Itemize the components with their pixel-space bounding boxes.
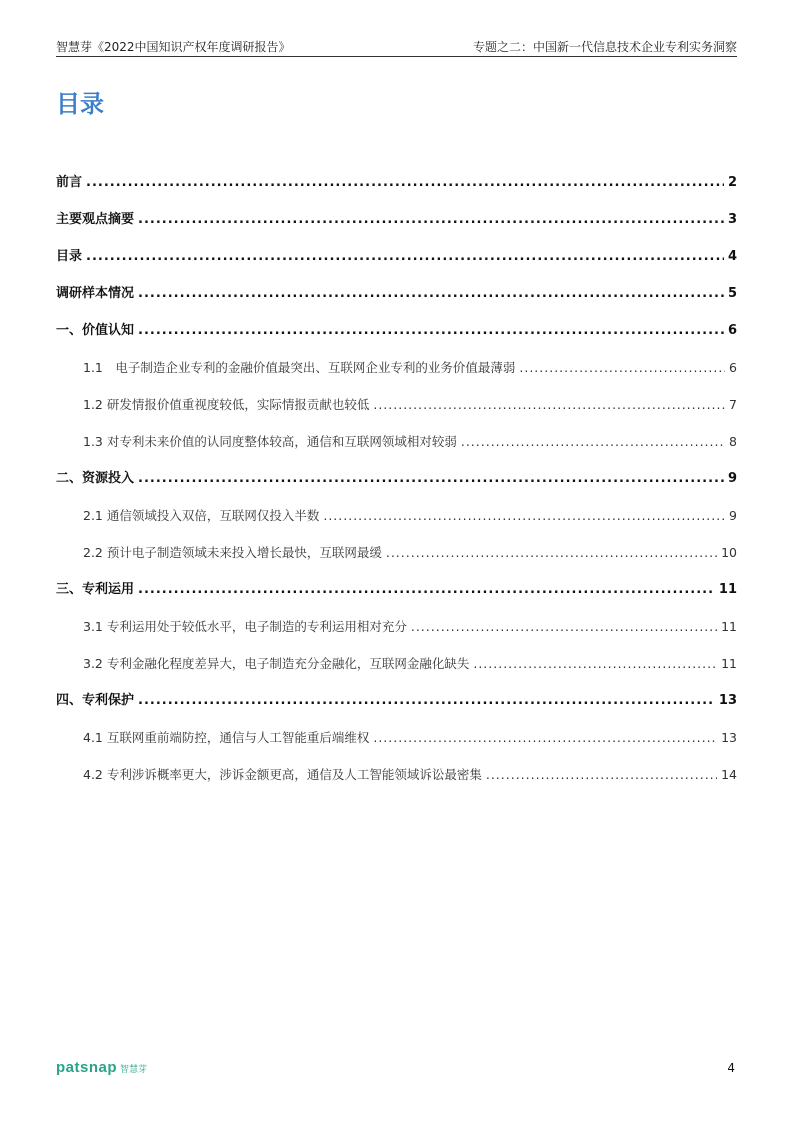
toc-dot-leader — [473, 651, 717, 677]
toc-entry-subsection[interactable] — [56, 651, 737, 688]
toc-entry-title: 二、资源投入 — [56, 471, 135, 486]
toc-entry-page: 4 — [727, 249, 737, 264]
toc-dot-leader — [138, 688, 715, 714]
toc-entry-page: 5 — [727, 286, 737, 301]
toc-entry-subsection[interactable] — [56, 540, 737, 577]
toc-entry-title: 1.2 研发情报价值重视度较低，实际情报贡献也较低 — [83, 397, 370, 412]
toc-entry-page: 9 — [727, 471, 737, 486]
header-topic-title: 专题之二：中国新一代信息技术企业专利实务洞察 — [472, 40, 737, 54]
toc-entry-title: 三、专利运用 — [56, 582, 135, 597]
logo-brand-cn: 智慧芽 — [120, 1064, 148, 1074]
toc-dot-leader — [373, 392, 725, 418]
toc-entry-section[interactable] — [56, 466, 737, 503]
toc-entry-subsection[interactable] — [56, 614, 737, 651]
toc-entry-subsection[interactable] — [56, 392, 737, 429]
toc-dot-leader — [411, 614, 717, 640]
toc-entry-page: 7 — [729, 397, 737, 412]
toc-dot-leader — [86, 170, 724, 196]
toc-dot-leader — [486, 762, 717, 788]
toc-dot-leader — [373, 725, 717, 751]
toc-entry-title: 一、价值认知 — [56, 323, 135, 338]
toc-dot-leader — [138, 466, 724, 492]
toc-entry-page: 9 — [729, 508, 737, 523]
toc-entry-page: 11 — [721, 656, 737, 671]
toc-entry-subsection[interactable] — [56, 429, 737, 466]
toc-dot-leader — [519, 355, 725, 381]
toc-entry-subsection[interactable] — [56, 503, 737, 540]
toc-entry-section[interactable] — [56, 170, 737, 207]
toc-dot-leader — [138, 207, 724, 233]
toc-dot-leader — [323, 503, 725, 529]
toc-entry-title: 4.1 互联网重前端防控，通信与人工智能重后端维权 — [83, 730, 370, 745]
toc-entry-section[interactable] — [56, 318, 737, 355]
toc-entry-page: 2 — [727, 175, 737, 190]
toc-dot-leader — [386, 540, 717, 566]
toc-entry-subsection[interactable] — [56, 725, 737, 762]
toc-entry-page: 6 — [729, 360, 737, 375]
toc-entry-title: 3.1 专利运用处于较低水平，电子制造的专利运用相对充分 — [83, 619, 407, 634]
toc-entry-section[interactable] — [56, 281, 737, 318]
toc-entry-subsection[interactable] — [56, 762, 737, 799]
toc-entry-title: 四、专利保护 — [56, 693, 135, 708]
toc-entry-section[interactable] — [56, 207, 737, 244]
toc-dot-leader — [138, 281, 724, 307]
toc-entry-title: 2.2 预计电子制造领域未来投入增长最快，互联网最缓 — [83, 545, 382, 560]
toc-entry-page: 13 — [718, 693, 737, 708]
running-header — [56, 38, 737, 57]
toc-entry-page: 8 — [729, 434, 737, 449]
header-report-title: 智慧芽《2022中国知识产权年度调研报告》 — [56, 40, 291, 54]
toc-dot-leader — [461, 429, 725, 455]
toc-entry-section[interactable] — [56, 577, 737, 614]
toc-entry-subsection[interactable] — [56, 355, 737, 392]
toc-entry-page: 14 — [721, 767, 737, 782]
toc-entry-title: 主要观点摘要 — [56, 212, 135, 227]
toc-entry-page: 10 — [721, 545, 737, 560]
toc-entry-section[interactable] — [56, 688, 737, 725]
toc-entry-page: 6 — [727, 323, 737, 338]
toc-entry-title: 2.1 通信领域投入双倍，互联网仅投入半数 — [83, 508, 320, 523]
toc-entry-title: 1.3 对专利未来价值的认同度整体较高，通信和互联网领域相对较弱 — [83, 434, 457, 449]
table-of-contents — [56, 170, 737, 799]
toc-entry-title: 目录 — [56, 249, 83, 264]
page-number: 4 — [727, 1061, 735, 1075]
toc-entry-section[interactable] — [56, 244, 737, 281]
toc-entry-page: 13 — [721, 730, 737, 745]
toc-entry-title: 3.2 专利金融化程度差异大，电子制造充分金融化，互联网金融化缺失 — [83, 656, 470, 671]
toc-entry-page: 11 — [721, 619, 737, 634]
toc-entry-title: 1.1 电子制造企业专利的金融价值最突出、互联网企业专利的业务价值最薄弱 — [83, 360, 516, 375]
toc-entry-title: 调研样本情况 — [56, 286, 135, 301]
toc-entry-page: 11 — [718, 582, 737, 597]
toc-entry-title: 4.2 专利涉诉概率更大，涉诉金额更高，通信及人工智能领域诉讼最密集 — [83, 767, 482, 782]
logo-brand-text: patsnap — [56, 1059, 118, 1076]
toc-dot-leader — [138, 577, 715, 603]
toc-dot-leader — [138, 318, 724, 344]
toc-entry-title: 前言 — [56, 175, 83, 190]
page-title: 目录 — [56, 90, 104, 118]
toc-dot-leader — [86, 244, 724, 270]
toc-entry-page: 3 — [727, 212, 737, 227]
patsnap-logo — [56, 1059, 147, 1076]
